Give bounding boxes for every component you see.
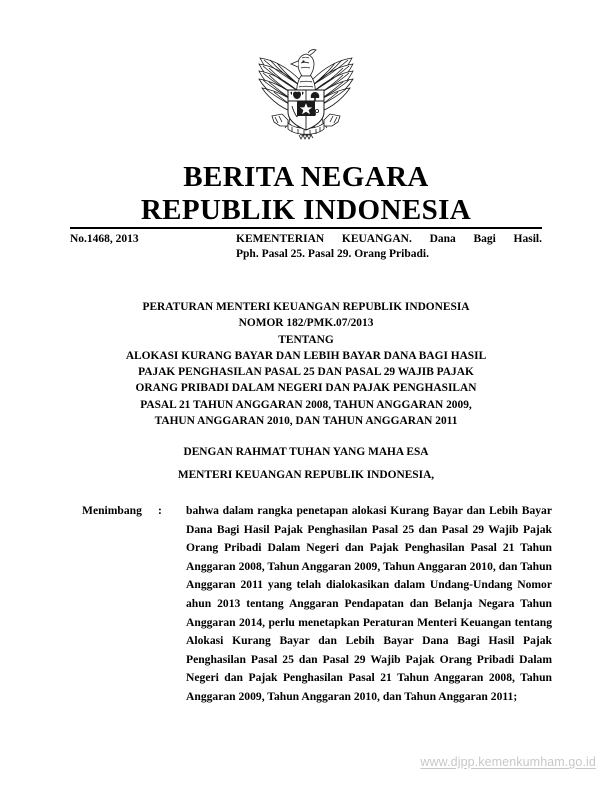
masthead [70,161,542,227]
opening-line-2: MENTERI KEUANGAN REPUBLIK INDONESIA, [177,469,435,481]
considerans-section [82,502,552,707]
gazette-subject-line-1: KEMENTERIAN KEUANGAN. Dana Bagi Hasil. [236,233,542,245]
gazette-number: No.1468, 2013 [70,233,139,245]
source-url-watermark[interactable]: www.djpp.kemenkumham.go.id [420,755,596,769]
title-line-8: TAHUN ANGGARAN 2010, DAN TAHUN ANGGARAN 2011 [154,415,458,428]
masthead-line-1: BERITA NEGARA [183,161,429,193]
title-line-7: PASAL 21 TAHUN ANGGARAN 2008, TAHUN ANGGARAN 2009, [140,398,472,411]
considerans-text: bahwa dalam rangka penetapan alokasi Kurang Bayar dan Lebih Bayar Dana Bagi Hasil Pajak Penghasilan Pasal 25 dan Pasal 29 Wajib Pajak Orang Pribadi Dalam Negeri dan Pajak Penghasilan Pasal 21 Tahun Anggaran 2008, Tahun Anggaran 2009, Tahun Anggaran 2010, dan Tahun Anggaran 2011 yang telah dialokasikan dalam Undang-Undang Nomor ahun 2013 tentang Anggaran Pendapatan dan Belanja Negara Tahun Anggaran 2014, perlu menetapkan Peraturan Menteri Keuangan tentang Alokasi Kurang Bayar dan Lebih Bayar Dana Bagi Hasil Pajak Penghasilan Pasal 25 dan Pasal 29 Wajib Pajak Orang Pribadi Dalam Negeri dan Pajak Penghasilan Pasal 21 Tahun Anggaran 2008, Tahun Anggaran 2009, Tahun Anggaran 2010, dan Tahun Anggaran 2011; [186,504,552,703]
regulation-title-block [56,299,556,429]
garuda-pancasila-emblem [244,40,368,152]
considerans-colon: : [158,504,162,517]
emblem-container [0,40,612,157]
title-line-2: NOMOR 182/PMK.07/2013 [238,317,374,330]
considerans-label: Menimbang [82,504,142,517]
masthead-line-2: REPUBLIK INDONESIA [140,194,472,226]
title-line-3: TENTANG [278,333,334,346]
opening-block [56,441,556,487]
footer [0,753,612,771]
header-info-bar [70,232,542,262]
title-line-4: ALOKASI KURANG BAYAR DAN LEBIH BAYAR DANA BAGI HASIL [125,349,487,362]
gazette-subject [236,232,542,262]
header-divider [70,227,542,229]
title-line-6: ORANG PRIBADI DALAM NEGERI DAN PAJAK PENGHASILAN [135,382,477,395]
gazette-subject-line-2: Pph. Pasal 25. Pasal 29. Orang Pribadi. [236,248,429,260]
title-line-1: PERATURAN MENTERI KEUANGAN REPUBLIK INDONESIA [142,301,470,313]
title-line-5: PAJAK PENGHASILAN PASAL 25 DAN PASAL 29 WAJIB PAJAK [138,366,474,379]
opening-line-1: DENGAN RAHMAT TUHAN YANG MAHA ESA [183,446,429,458]
